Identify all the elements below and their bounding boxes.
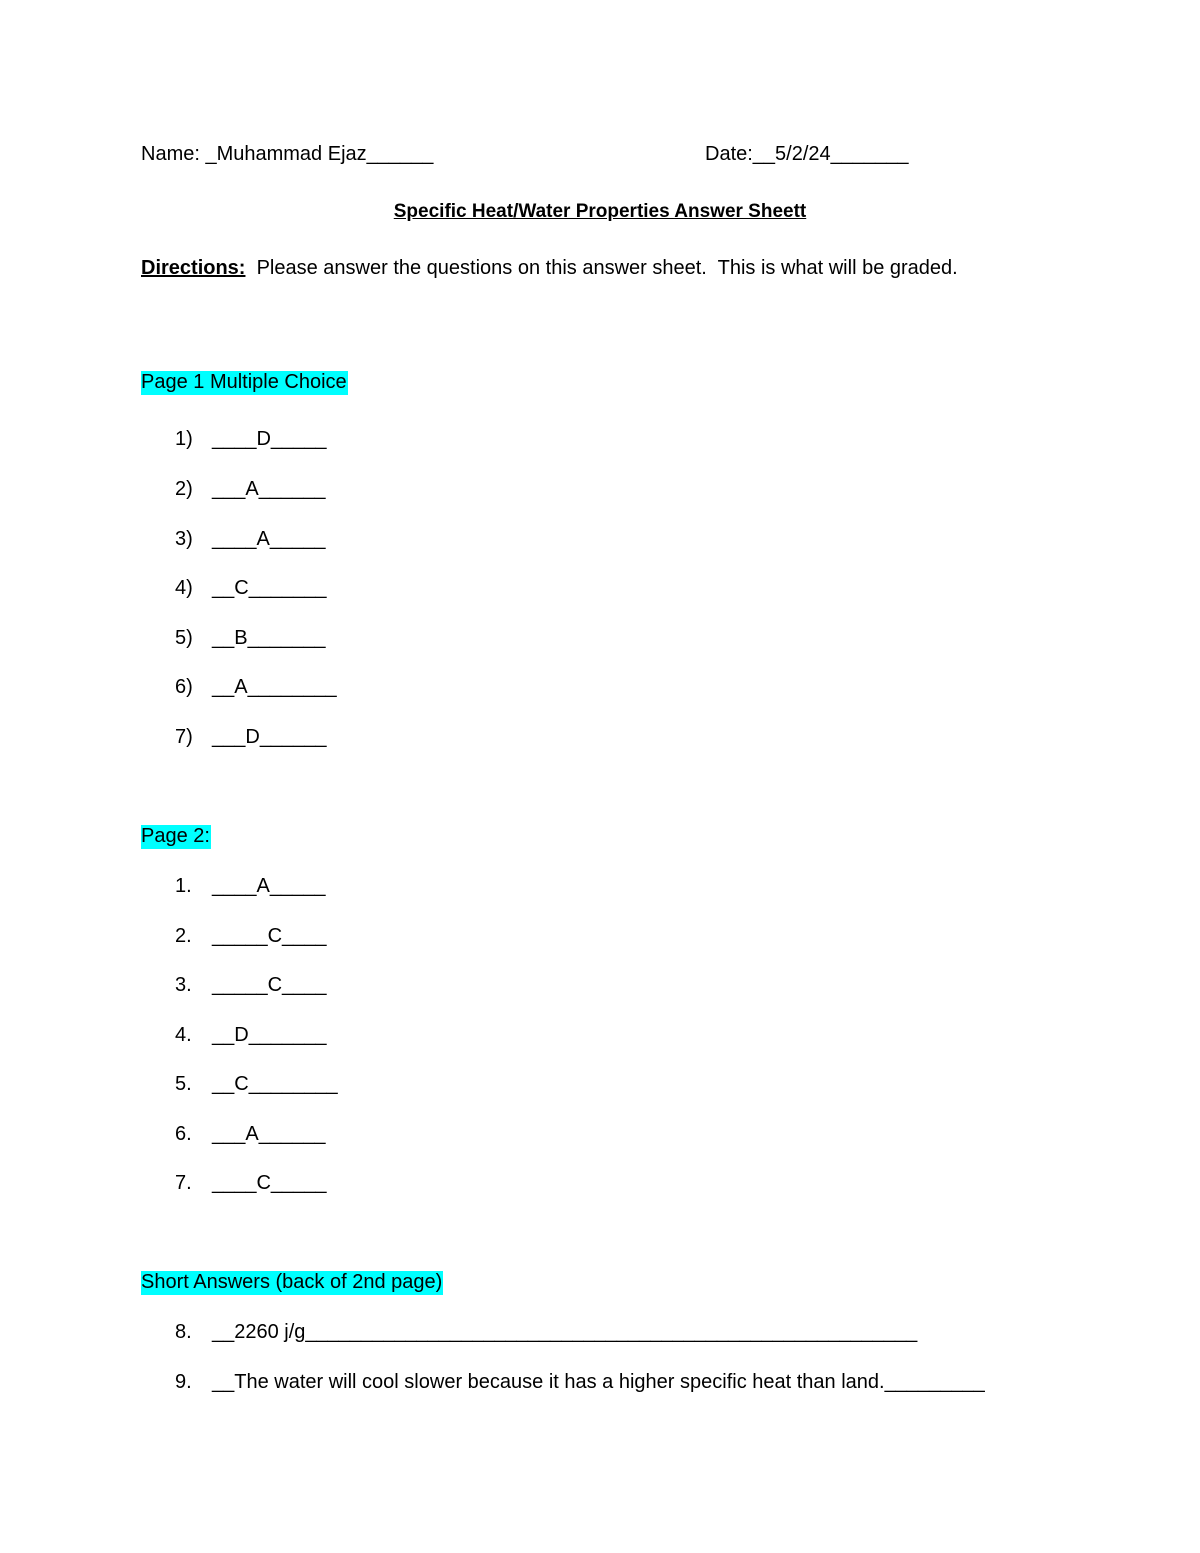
name-field: Name: _Muhammad Ejaz______ bbox=[141, 143, 434, 165]
item-number: 6) bbox=[175, 676, 193, 698]
date-field: Date:__5/2/24_______ bbox=[705, 143, 909, 165]
item-answer: _____C____ bbox=[212, 974, 327, 996]
item-answer: __C________ bbox=[212, 1073, 338, 1095]
item-number: 3. bbox=[175, 974, 192, 996]
answer-item bbox=[175, 1320, 917, 1344]
item-answer: ____A_____ bbox=[212, 528, 326, 550]
directions bbox=[141, 256, 958, 280]
item-answer: ___A______ bbox=[212, 478, 326, 500]
item-answer: _____C____ bbox=[212, 925, 327, 947]
answer-item bbox=[175, 427, 327, 451]
directions-text: Please answer the questions on this answer sheet. This is what will be graded. bbox=[245, 257, 958, 279]
page-title: Specific Heat/Water Properties Answer Sheett bbox=[393, 201, 807, 222]
item-number: 9. bbox=[175, 1371, 192, 1393]
answer-item bbox=[175, 1122, 325, 1146]
item-number: 4) bbox=[175, 577, 193, 599]
section-heading-label: Page 2: bbox=[141, 825, 210, 847]
answer-item bbox=[175, 1370, 985, 1394]
answer-item bbox=[175, 973, 327, 997]
section-heading-page-1 bbox=[141, 370, 348, 394]
item-answer: __2260 j/g_______________________________________________________ bbox=[212, 1321, 918, 1343]
item-number: 5. bbox=[175, 1073, 192, 1095]
item-number: 7) bbox=[175, 726, 193, 748]
item-answer: ___D______ bbox=[212, 726, 327, 748]
answer-item bbox=[175, 1171, 327, 1195]
item-answer: ____C_____ bbox=[212, 1172, 327, 1194]
item-answer: __D_______ bbox=[212, 1024, 327, 1046]
section-heading-label: Page 1 Multiple Choice bbox=[141, 371, 347, 393]
answer-item bbox=[175, 527, 325, 551]
answer-item bbox=[175, 924, 327, 948]
item-number: 2. bbox=[175, 925, 192, 947]
item-answer: __A________ bbox=[212, 676, 337, 698]
section-heading-label: Short Answers (back of 2nd page) bbox=[141, 1271, 443, 1293]
answer-item bbox=[175, 1023, 327, 1047]
item-number: 7. bbox=[175, 1172, 192, 1194]
item-answer: ____D_____ bbox=[212, 428, 327, 450]
item-number: 1. bbox=[175, 875, 192, 897]
answer-item bbox=[175, 576, 327, 600]
section-heading-short-answers bbox=[141, 1270, 443, 1294]
answer-item bbox=[175, 477, 325, 501]
directions-label: Directions: bbox=[141, 257, 246, 279]
item-answer: __B_______ bbox=[212, 627, 326, 649]
item-answer: ____A_____ bbox=[212, 875, 326, 897]
section-heading-page-2 bbox=[141, 824, 211, 848]
item-number: 3) bbox=[175, 528, 193, 550]
answer-item bbox=[175, 874, 325, 898]
item-number: 8. bbox=[175, 1321, 192, 1343]
item-number: 5) bbox=[175, 627, 193, 649]
answer-item bbox=[175, 1072, 338, 1096]
item-number: 4. bbox=[175, 1024, 192, 1046]
item-number: 6. bbox=[175, 1123, 192, 1145]
answer-item bbox=[175, 675, 337, 699]
item-number: 2) bbox=[175, 478, 193, 500]
item-answer: __C_______ bbox=[212, 577, 327, 599]
item-number: 1) bbox=[175, 428, 193, 450]
item-answer: ___A______ bbox=[212, 1123, 326, 1145]
answer-item bbox=[175, 626, 325, 650]
item-answer: __The water will cool slower because it has a higher specific heat than land._________ bbox=[212, 1371, 985, 1393]
answer-item bbox=[175, 725, 327, 749]
